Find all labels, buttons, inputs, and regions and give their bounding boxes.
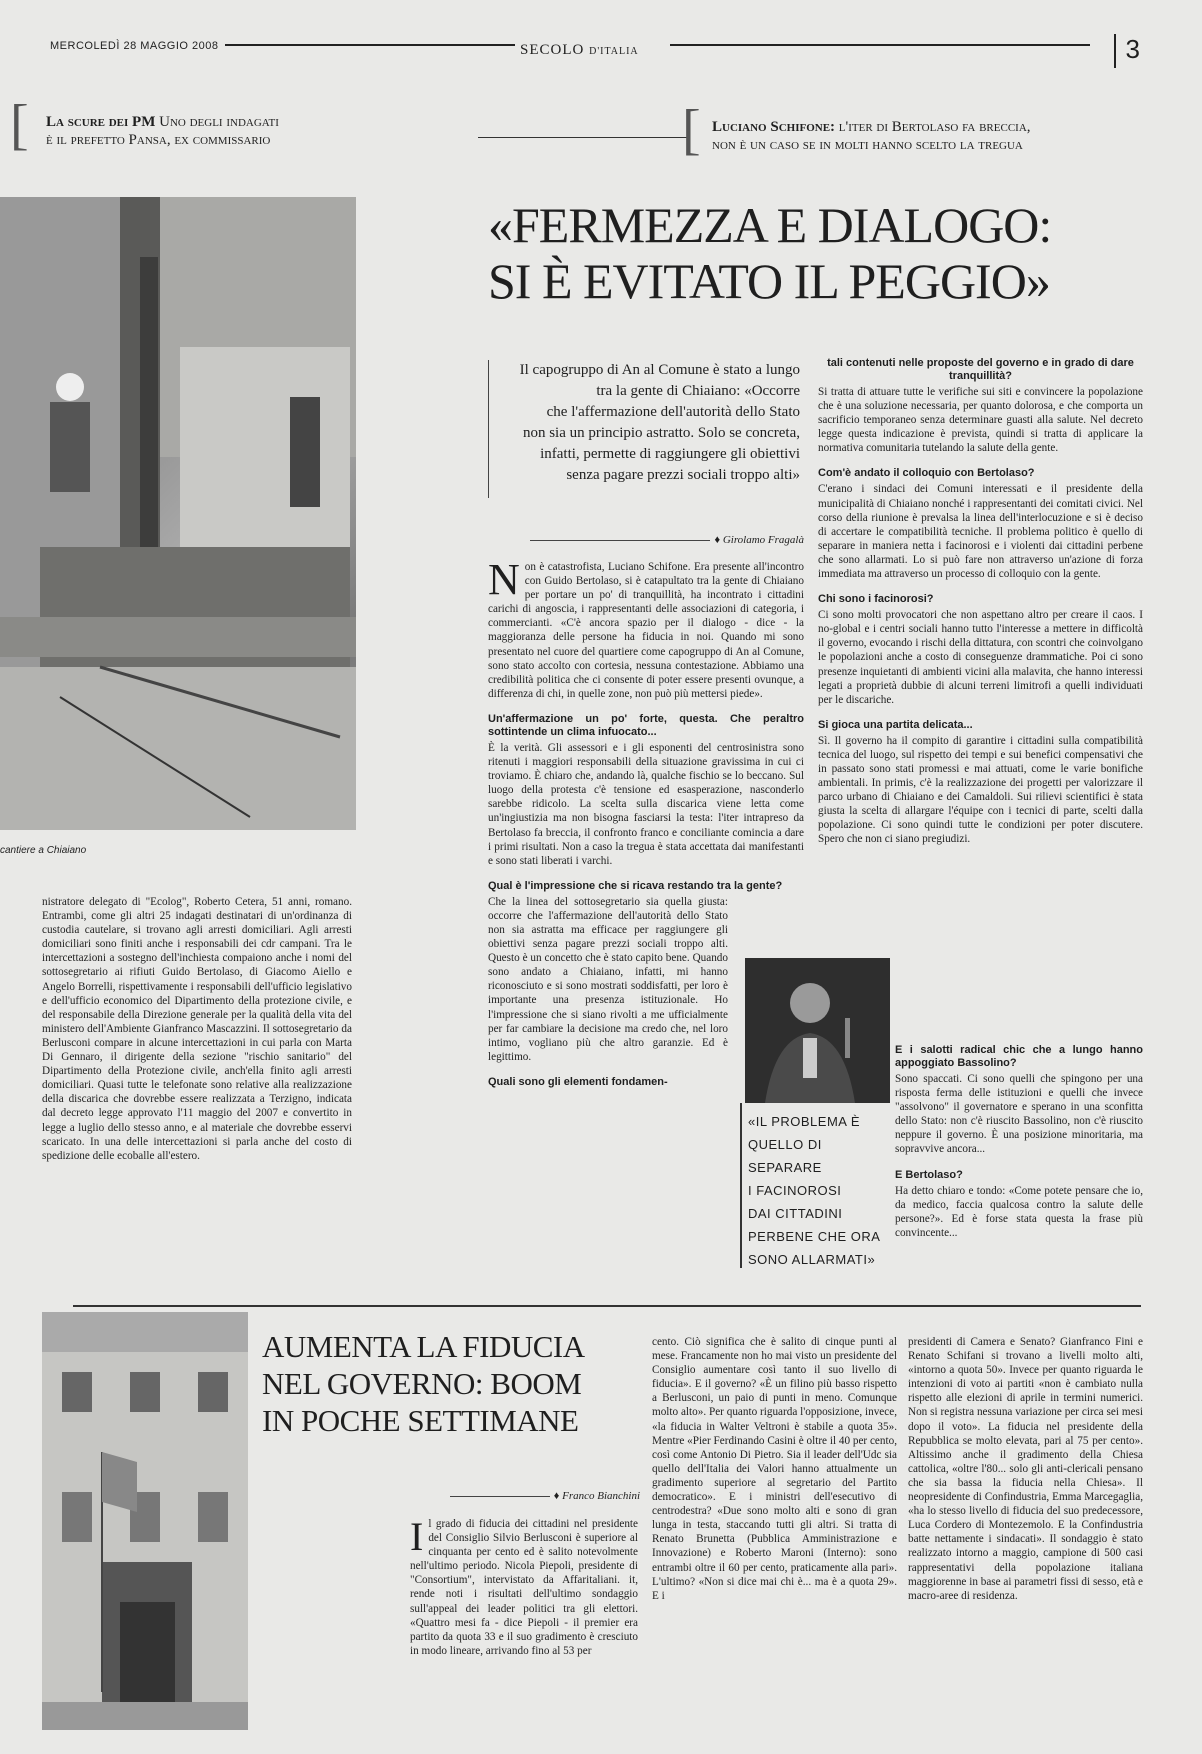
question-6: Si gioca una partita delicata...	[818, 718, 973, 731]
question-3-cont: tali contenuti nelle proposte del governo e in grado di dare tranquillità?	[827, 357, 1134, 382]
article2-column1: Il grado di fiducia dei cittadini nel presidente del Consiglio Silvio Berlusconi è superiore al cinquanta per cento ed è salito notevolmente nell'ultimo periodo. Nicola Piepoli, presidente di "Consortium", intervistato da Affaritaliani. it, rende noti i risultati dell'ultimo sondaggio sull'appeal dei leader politici tra gli elettori. «Quattro mesi fa - dice Piepoli - il premier era partito da quota 33 e il suo gradimento è cresciuto in modo lineare, arrivando fino al 53 per	[410, 1514, 638, 1657]
palace-illustration	[42, 1312, 248, 1730]
question-7: E i salotti radical chic che a lungo hanno appoggiato Bassolino?	[895, 1044, 1143, 1069]
question-2: Qual è l'impressione che si ricava restando tra la gente?	[488, 879, 783, 892]
masthead-paper: SECOLO D'ITALIA	[520, 42, 639, 58]
headline-line2: SI È EVITATO IL PEGGIO»	[488, 253, 1050, 309]
article1-column2-lower: E i salotti radical chic che a lungo hanno appoggiato Bassolino? Sono spaccati. Ci sono quelli che spingono per una risposta ferma delle istituzioni e quelli che invece "assolvono" il governatore e sperano in una sconfitta dello Stato: non c'è riuscito Bassolino, non c'è riuscito neppure il governo. È una posizione minoritaria, ma sopravvive ancora... E Bertolaso? Ha detto chiaro e tondo: «Come potete pensare che io, da medico, faccia qualcosa contro la salute delle persone?». Ed è forse stata questa la frase più convincente...	[895, 1044, 1143, 1239]
article2-column2: cento. Ciò significa che è salito di cinque punti al mese. Francamente non ho mai visto un presidente del Consiglio aumentare così tanto il suo livello di fiducia». E il governo? «È un filino più basso rispetto a Berlusconi, un paio di punti in meno. Comunque molto alto». Per quanto riguarda l'opposizione, invece, «la fiducia in Walter Veltroni è stabile a quota 35». Mentre «Pier Ferdinando Casini è oltre il 40 per cento, così come Antonio Di Pietro. Sia il leader dell'Udc sia quello dell'Italia dei Valori hanno attualmente un gradimento superiore al segretario del Partito democratico». E i ministri dell'esecutivo di centrodestra? «Due sono molto alti e sono di gran lunga in testa, staccando tutti gli altri. Si tratta di Renato Brunetta (Pubblica Amministrazione e Innovazione) e Roberto Maroni (Interno): sono entrambi oltre il 60 per cento, praticamente alla pari». L'ultimo? «Non si dice mai chi è... ma è a quota 29». E i	[652, 1336, 897, 1602]
headline2-line3: IN POCHE SETTIMANE	[262, 1403, 579, 1438]
section-divider	[73, 1305, 1141, 1307]
portrait-photo	[745, 958, 890, 1103]
question-1: Un'affermazione un po' forte, questa. Che peraltro sottintende un clima infuocato...	[488, 712, 804, 738]
byline-2: ♦ Franco Bianchini	[400, 1490, 640, 1502]
dropcap-n: N	[488, 555, 520, 604]
kicker-bracket-right: [	[682, 99, 701, 161]
construction-photo	[0, 197, 356, 830]
left-column-text: nistratore delegato di "Ecolog", Roberto Cetera, 51 anni, romano. Entrambi, come gli altri 25 indagati destinatari di un'ordinanza di custodia cautelare, si trovano agli arresti domiciliari. Agli arresti domiciliari sono finiti anche i responsabili dei cdr campani. Tra le intercettazioni a sostegno dell'inchiesta compaiono anche i nomi del sottosegretario ai rifiuti Guido Bertolaso, di Giacomo Aiello e Angelo Borrelli, rispettivamente i responsabili dell'ufficio legislativo e dell'ufficio economico del Dipartimento della protezione civile, e del responsabile della Direzione generale per la qualità della vita del ministero dell'Ambiente Gianfranco Mascazzini. Il sottosegretario da Berlusconi compare in alcune intercettazioni in cui parla con Marta Di Gennaro, il dirigente della sezione "rischio sanitario" del Dipartimento della Protezione civile, anch'ella finito agli arresti domiciliari. Quasi tutte le telefonate sono relative alla realizzazione della discarica che dovrebbe essere realizzata a Terzigno, indicata dal decreto legge approvato l'11 maggio del 2007 e convertito in legge a luglio dello stesso anno, e al materiale che dovrebbe esservi scaricato. In una delle intercettazioni si parla anche del costo di spedizione delle ecoballe all'estero.	[42, 896, 352, 1162]
right-kicker: Luciano Schifone: l'iter di Bertolaso fa breccia, non è un caso se in molti hanno scelto la tregua	[712, 119, 1031, 153]
headline-line1: «FERMEZZA E DIALOGO:	[488, 197, 1052, 253]
pull-quote-rule	[740, 1103, 742, 1268]
kicker-bracket-left: [	[10, 94, 29, 156]
masthead-rule-left	[225, 44, 515, 46]
dropcap-i: I	[410, 1514, 424, 1559]
page-number: 3	[1114, 34, 1140, 68]
byline-1: ♦ Girolamo Fragalà	[488, 534, 804, 546]
headline2-line2: NEL GOVERNO: BOOM	[262, 1366, 582, 1401]
pull-quote: «IL PROBLEMA È QUELLO DI SEPARARE I FACINOROSI DAI CITTADINI PERBENE CHE ORA SONO ALLARMATI»	[748, 1114, 881, 1267]
portrait-illustration	[745, 958, 890, 1103]
left-kicker: La scure dei PM Uno degli indagati è il prefetto Pansa, ex commissario	[46, 114, 279, 148]
kicker-rule	[478, 137, 688, 138]
headline2-line1: AUMENTA LA FIDUCIA	[262, 1329, 585, 1364]
lead-box: Il capogruppo di An al Comune è stato a lungo tra la gente di Chiaiano: «Occorre che l'affermazione dell'autorità dello Stato non sia un principio astratto. Solo se concreta, infatti, permette di raggiungere gli obiettivi senza pagare prezzi sociali troppo alti»	[488, 360, 800, 498]
masthead-rule-right	[670, 44, 1090, 46]
question-4: Com'è andato il colloquio con Bertolaso?	[818, 467, 1035, 480]
article1-column2: tali contenuti nelle proposte del governo e in grado di dare tranquillità? Si tratta di attuare tutte le verifiche sui siti e convincere la popolazione che è una soluzione necessaria, per quanto dolorosa, e che comporta un sacrificio temporaneo senza determinare guasti alla salute. Nel decreto legge questa indicazione è prevista, quindi si tratta di applicare la normativa comunitaria tutelando la salute della gente. Com'è andato il colloquio con Bertolaso? C'erano i sindaci dei Comuni interessati e il presidente della municipalità di Chiaiano nonché i rappresentanti dei comitati civici. Nel corso della riunione è prevalsa la linea dell'interlocuzione e si è deciso di accertare le compatibilità tecniche. Il problema politico è quello di separare in maniera netta i facinorosi e i violenti dai cittadini perbene che sono allarmati. Lo si può fare non attraverso un'azione di forza immediata ma attraverso un processo di colloquio con la gente. Chi sono i facinorosi? Ci sono molti provocatori che non aspettano altro per creare il caos. I no-global e i centri sociali hanno tutto l'interesse a mettere in difficoltà il governo, evocando i rischi della dittatura, con scontri che coinvolgano le popolazioni anche a costo di conseguenze drammatiche. Poi ci sono presenze inquietanti di ambienti vicini alla malavita, che hanno interessi legati a proprietà dubbie di alcuni terreni limitrofi a quelli individuati per le discariche. Si gioca una partita delicata... Sì. Il governo ha il compito di garantire i cittadini sulla compatibilità tecnica del luogo, sul rispetto dei tempi e sui benefici compensativi che in passato sono stati promessi e mai attuati, come le varie bonifiche ambientali. In primis, c'è la realizzazione dei progetti per valorizzare il parco urbano di Chiaiano e dei Camaldoli. Sui rilievi scientifici è stata giusta la scelta di allargare l'équipe con i tecnici di parte, scelti dalla popolazione. Ci sono quindi tutte le condizioni per poter discutere. Spero che non ci siano pregiudizi.	[818, 357, 1143, 846]
photo-caption: cantiere a Chiaiano	[0, 845, 87, 856]
masthead-date: MERCOLEDÌ 28 MAGGIO 2008	[50, 40, 219, 52]
question-8: E Bertolaso?	[895, 1168, 963, 1181]
article1-column1: Non è catastrofista, Luciano Schifone. Era presente all'incontro con Guido Bertolaso, si è catapultato tra la gente di Chiaiano per portare un po' di tranquillità, ha incontrato i cittadini carichi di angoscia, i rappresentanti delle associazioni di categoria, i commercianti. «C'è ancora spazio per il dialogo - dice - la maggioranza delle persone ha fiducia in noi. Quando mi sono presentato nel cuore del quartiere come capogruppo di An al Comune, sono stato accolto con cortesia, nessuna contestazione. Abbiamo una credibilità politica che ci consente di poter essere presenti ovunque, a differenza di chi, in quelle zone, non può più mettersi piede». Un'affermazione un po' forte, questa. Che peraltro sottintende un clima infuocato... È la verità. Gli assessori e i gli esponenti del centrosinistra sono ritenuti i maggiori responsabili della situazione gravissima in cui ci troviamo. È chiaro che, andando là, qualche fischio se lo beccano. Sul luogo della protesta c'è tensione ed esasperazione, nasconderlo sarebbe ridicolo. La scelta sulla discarica viene letta come un'ingiustizia ma non bisogna fasciarsi la testa: l'iter intrapreso da Bertolaso fa breccia, il confronto franco e conciliante comincia a dare i primi risultati. Non a caso la tregua è stata accettata dai manifestanti e sono stati liberati i varchi. Qual è l'impressione che si ricava restando tra la gente? Che la linea del sottosegretario sia quella giusta: occorre che l'affermazione dell'autorità dello Stato non sia astratta ma efficace per raggiungere gli obiettivi senza pagare prezzi sociali troppo alti. Questo è un concetto che è stato capito bene. Quando sono andato a Chiaiano, infatti, mi hanno riconosciuto e si sono mostrati soddisfatti, per loro è importante una presenza istituzionale. Ho l'impressione che si siano rivolti a me ufficialmente per far cambiare la decisione ma credo che, nel loro intimo, vogliano più che altro garanzie. Ed è legittimo. Quali sono gli elementi fondamen-	[488, 555, 804, 1088]
headline-2	[262, 1328, 642, 1439]
question-3: Quali sono gli elementi fondamen-	[488, 1075, 668, 1088]
palace-photo	[42, 1312, 248, 1730]
article2-column3: presidenti di Camera e Senato? Gianfranco Fini e Renato Schifani si trovano a livelli molto alti, «intorno a quota 50». Invece per quanto riguarda le intenzioni di voto ai partiti «non è cambiato nulla rispetto alle elezioni di aprile in termini numerici. Non si registra nessuna variazione per circa sei mesi dopo il voto». La fiducia nel presidente della Repubblica se molto elevata, pari al 75 per cento». Altissimo anche il gradimento della Chiesa cattolica, «oltre l'80... solo gli anti-clericali pensano che sia bassa la fiducia nella Chiesa». Il neopresidente di Confindustria, Emma Marcegaglia, «ha lo stesso livello di fiducia del suo predecessore, Luca Cordero di Montezemolo. E la Confindustria batte nettamente i sindacati». Il sondaggio è stato realizzato intorno a maggio, campione di 500 casi rappresentativi della popolazione italiana maggiorenne in base ai parametri fissi di sesso, età e macro-aree di residenza.	[908, 1336, 1143, 1602]
masthead	[50, 34, 1140, 68]
main-headline	[488, 197, 1128, 309]
construction-photo-illustration	[0, 197, 356, 830]
question-5: Chi sono i facinorosi?	[818, 593, 934, 606]
